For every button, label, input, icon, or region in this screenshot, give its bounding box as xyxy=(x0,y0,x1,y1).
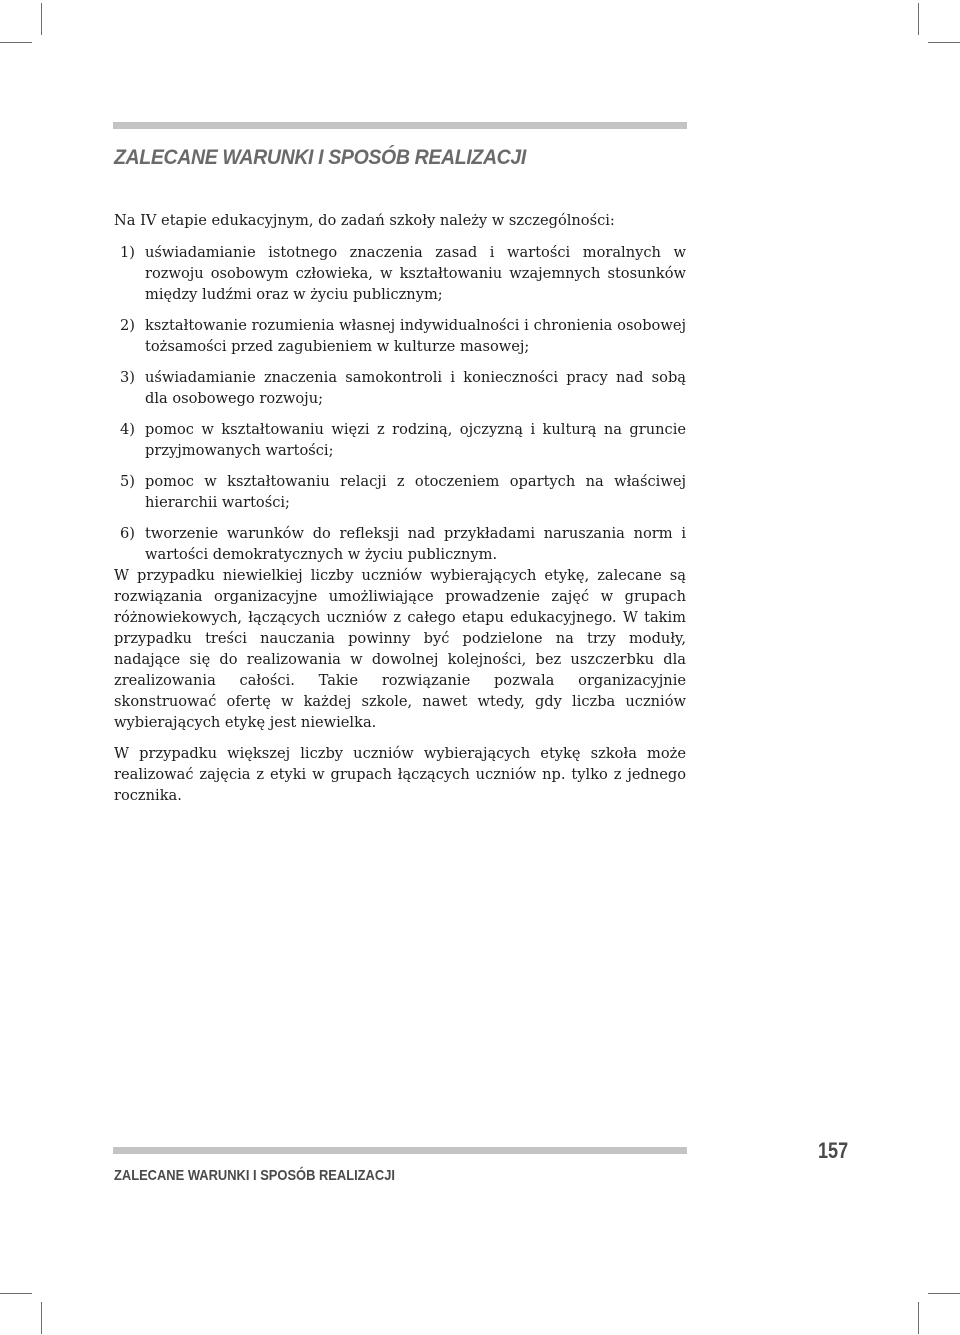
crop-mark-top-right xyxy=(928,42,960,43)
list-item xyxy=(114,315,686,357)
list-item-text: kształtowanie rozumienia własnej indywidualności i chronienia osobowej tożsamości przed zagubieniem w kulturze masowej; xyxy=(145,317,686,355)
body-paragraph: W przypadku niewielkiej liczby uczniów wybierających etykę, zalecane są rozwiązania organizacyjne umożliwiające prowadzenie zajęć w grupach różnowiekowych, łączących uczniów z całego etapu edukacyjnego. W takim przypadku treści nauczania powinny być podzielone na trzy moduły, nadające się do realizowania w dowolnej kolejności, bez uszczerbku dla zrealizowania całości. Takie rozwiązanie pozwala organizacyjnie skonstruować ofertę w każdej szkole, nawet wtedy, gdy liczba uczniów wybierających etykę jest niewielka. xyxy=(114,567,686,731)
list-item xyxy=(114,471,686,513)
main-content xyxy=(114,210,686,806)
list-item-number: 6) xyxy=(120,525,135,542)
list-item-number: 2) xyxy=(120,317,135,334)
task-list xyxy=(114,242,686,565)
list-item-number: 4) xyxy=(120,421,135,438)
crop-mark-bottom-right xyxy=(918,1302,919,1334)
crop-mark-bottom-right xyxy=(928,1293,960,1294)
list-item-number: 5) xyxy=(120,473,135,490)
list-item-text: pomoc w kształtowaniu relacji z otoczeniem opartych na właściwej hierarchii wartości; xyxy=(145,473,686,511)
list-item xyxy=(114,367,686,409)
list-item-text: uświadamianie znaczenia samokontroli i konieczności pracy nad sobą dla osobowego rozwoju; xyxy=(145,369,686,407)
crop-mark-top-left xyxy=(41,3,42,35)
footer-title: ZALECANE WARUNKI I SPOSÓB REALIZACJI xyxy=(114,1167,395,1184)
list-item xyxy=(114,419,686,461)
list-item xyxy=(114,523,686,565)
list-item xyxy=(114,242,686,305)
list-item-text: tworzenie warunków do refleksji nad przykładami naruszania norm i wartości demokratycznych w życiu publicznym. xyxy=(145,525,686,563)
crop-mark-top-left xyxy=(0,42,32,43)
page-number: 157 xyxy=(818,1138,849,1163)
list-item-number: 3) xyxy=(120,369,135,386)
body-paragraph: W przypadku większej liczby uczniów wybierających etykę szkoła może realizować zajęcia z etyki w grupach łączących uczniów np. tylko z jednego rocznika. xyxy=(114,745,686,804)
footer-rule xyxy=(113,1147,687,1154)
crop-mark-bottom-left xyxy=(41,1302,42,1334)
section-heading: ZALECANE WARUNKI I SPOSÓB REALIZACJI xyxy=(114,146,526,169)
header-rule xyxy=(113,122,687,129)
list-item-text: pomoc w kształtowaniu więzi z rodziną, ojczyzną i kulturą na gruncie przyjmowanych wartości; xyxy=(145,421,686,459)
crop-mark-bottom-left xyxy=(0,1293,32,1294)
list-item-number: 1) xyxy=(120,244,135,261)
crop-mark-top-right xyxy=(918,3,919,35)
intro-text: Na IV etapie edukacyjnym, do zadań szkoły należy w szczególności: xyxy=(114,212,615,229)
list-item-text: uświadamianie istotnego znaczenia zasad i wartości moralnych w rozwoju osobowym człowieka, w kształtowaniu wzajemnych stosunków między ludźmi oraz w życiu publicznym; xyxy=(145,244,686,303)
